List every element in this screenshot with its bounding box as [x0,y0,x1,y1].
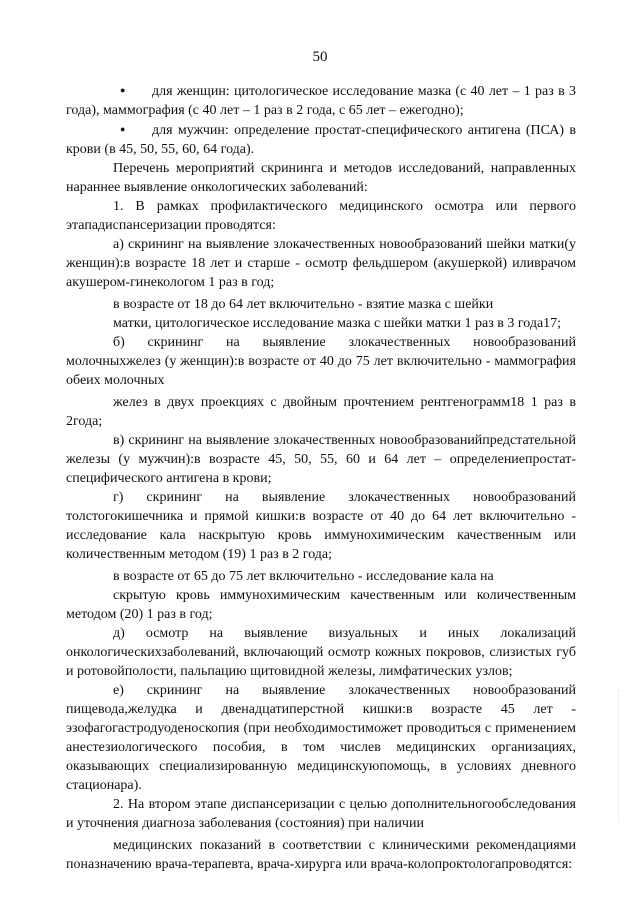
paragraph-item-1: 1. В рамках профилактического медицинского осмотра или первого этападиспансеризации проводятся: [66,199,576,233]
paragraph-item-g-cont-2: скрытую кровь иммунохимическим качественным или количественным методом (20) 1 раз в год; [66,588,576,622]
paragraph-item-2: 2. На втором этапе диспансеризации с целью дополнительногообследования и уточнения диагноза заболевания (состояния) при наличии [66,797,576,831]
scan-edge-mark [618,690,621,820]
paragraph-item-2-cont: медицинских показаний в соответствии с клиническими рекомендациями поназначению врача-терапевта, врача-хирурга или врача-колопроктологапроводятся: [66,838,576,872]
paragraph-item-a-cont: в возрасте от 18 до 64 лет включительно - взятие мазка с шейки [113,297,494,312]
paragraph-text: для мужчин: определение простат-специфического антигена (ПСА) в крови (в 45, 50, 55, 60, 64 года). [66,123,576,157]
paragraph-item-b: б) скрининг на выявление злокачественных новообразований молочныхжелез (у женщин):в возрасте от 40 до 75 лет включительно - маммография обеих молочных [66,335,576,388]
paragraph-bullet-men [66,120,576,159]
paragraph-item-a-cont-2: матки, цитологическое исследование мазка с шейки матки 1 раз в 3 года17; [113,316,562,331]
paragraph-item-e: е) скрининг на выявление злокачественных новообразований пищевода,желудка и двенадцатиперстной кишки:в возрасте 45 лет - эзофагогастродуоденоскопия (при необходимостиможет проводиться с применением анестезиологического пособия, в том числев медицинских организациях, оказывающих специализированную медицинскуюпомощь, в условиях дневного стационара). [66,683,576,793]
paragraph-item-v: в) скрининг на выявление злокачественных новообразованийпредстательной железы (у мужчин):в возрасте 45, 50, 55, 60 и 64 лет – определениепростат-специфического антигена в крови; [66,433,576,486]
bullet-icon: ● [120,85,126,95]
paragraph-item-g-cont: в возрасте от 65 до 75 лет включительно - исследование кала на [113,569,494,584]
document-body [66,81,576,874]
paragraph-item-d: д) осмотр на выявление визуальных и иных локализаций онкологическихзаболеваний, включающий осмотр кожных покровов, слизистых губ и ротовойполости, пальпацию щитовидной железы, лимфатических узлов; [66,626,576,679]
paragraph-item-a: а) скрининг на выявление злокачественных новообразований шейки матки(у женщин):в возрасте 18 лет и старше - осмотр фельдшером (акушеркой) иливрачом акушером-гинекологом 1 раз в год; [66,237,576,290]
page-number: 50 [312,49,328,65]
paragraph-item-g: г) скрининг на выявление злокачественных новообразований толстогокишечника и прямой кишки:в возрасте от 40 до 64 лет включительно - исследование кала наскрытую кровь иммунохимическим качественным или количественным методом (19) 1 раз в 2 года; [66,490,576,562]
paragraph-bullet-women [66,81,576,120]
paragraph-text: для женщин: цитологическое исследование мазка (с 40 лет – 1 раз в 3 года), маммография (с 40 лет – 1 раз в 2 года, с 65 лет – ежегодно); [66,84,576,118]
bullet-icon: ● [120,124,126,134]
paragraph-item-b-cont: желез в двух проекциях с двойным прочтением рентгенограмм18 1 раз в 2года; [66,395,576,429]
paragraph-screening-list-intro: Перечень мероприятий скрининга и методов исследований, направленных нараннее выявление онкологических заболеваний: [66,161,576,195]
